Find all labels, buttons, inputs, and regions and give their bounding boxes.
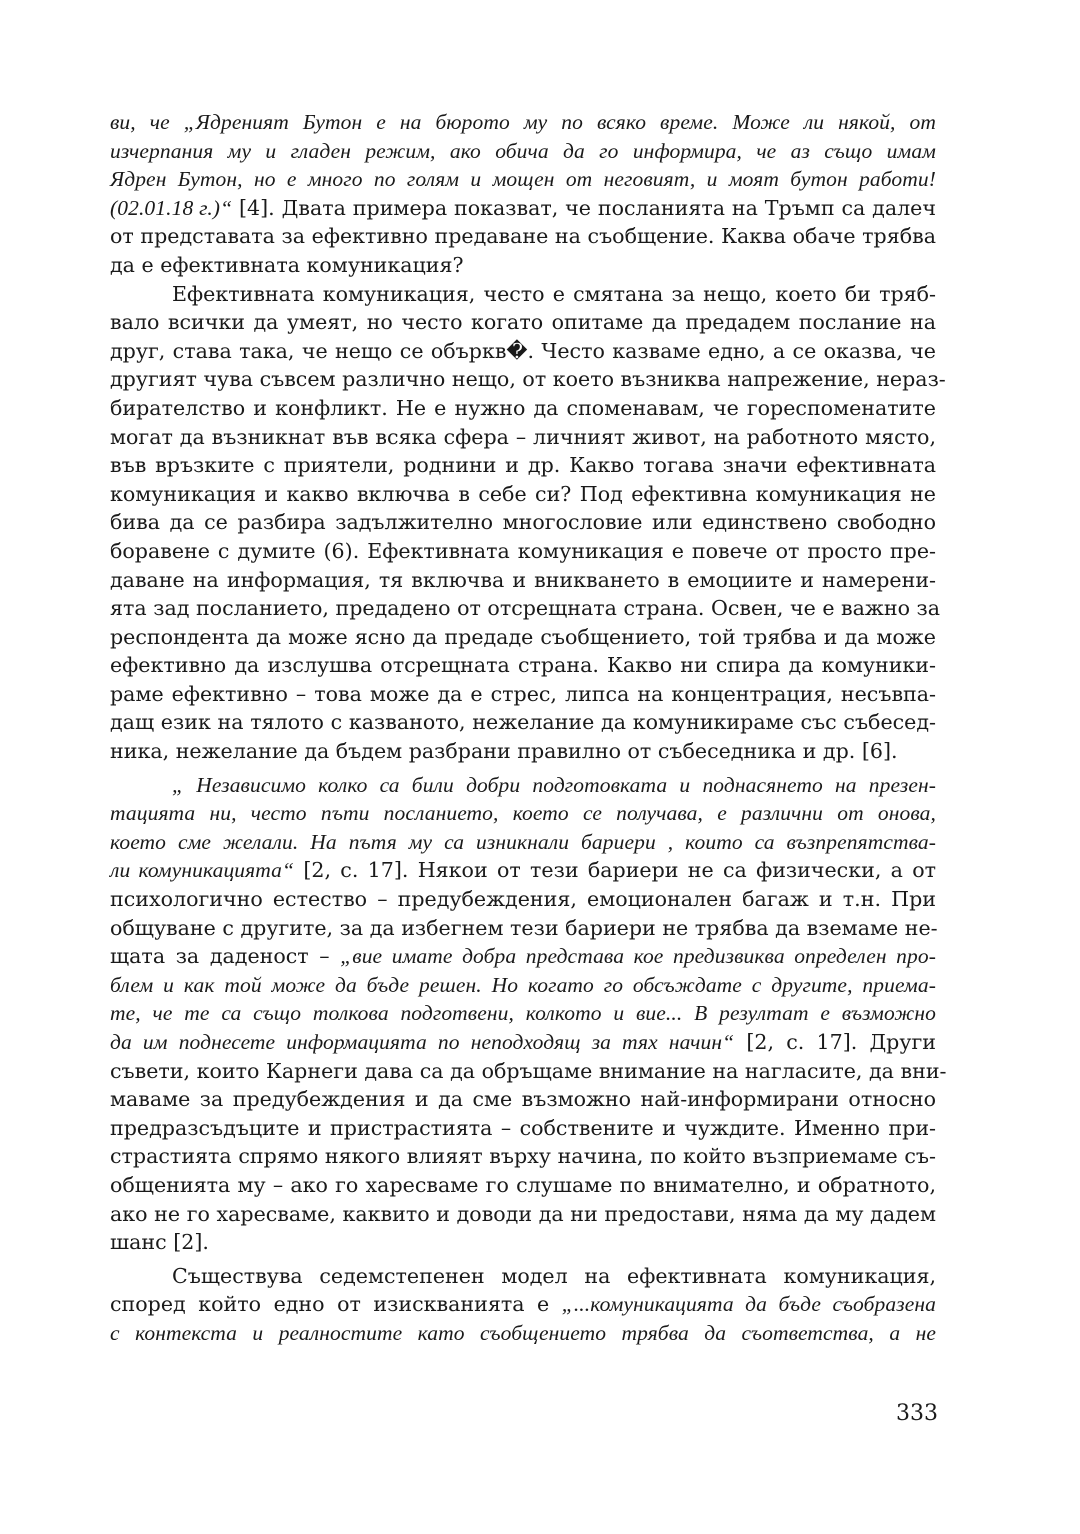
text-line	[110, 708, 936, 737]
text-line	[110, 623, 936, 652]
text-line	[110, 651, 936, 680]
text-segment: маваме за предубеждения и да сме възможно най-информирани относно	[110, 1087, 936, 1112]
text-line	[110, 914, 936, 943]
text-line	[110, 1057, 947, 1086]
text-segment: ефективно да изслушва отсрещната страна. Какво ни спира да комуники-	[110, 653, 936, 678]
text-line	[110, 508, 936, 537]
italic-quote-segment: „...комуникацията да бъде съобразена	[561, 1292, 936, 1317]
text-segment: общенията му – ако го харесваме го слушаме по внимателно, и обратното,	[110, 1172, 936, 1197]
italic-quote-segment: ви, че „Ядреният Бутон е на бюрото му по всяко време. Може ли някой, от	[110, 110, 936, 134]
text-line	[110, 394, 936, 423]
italic-quote-segment: те, че те са също толкова подготвени, колкото и вие... В резултат е възможно	[110, 1001, 936, 1026]
text-line	[110, 737, 936, 766]
text-line	[110, 137, 936, 166]
text-segment: от представата за ефективно предаване на съобщение. Каква обаче трябва	[110, 224, 936, 249]
text-line	[110, 594, 941, 623]
text-line	[110, 251, 936, 280]
text-line	[110, 165, 936, 194]
text-segment: Съществува седемстепенен модел на ефективната комуникация,	[172, 1263, 936, 1288]
text-segment: [2, с. 17]. Други	[734, 1030, 936, 1054]
text-segment: ника, нежелание да бъдем разбрани правилно от събеседника и др. [6].	[110, 739, 898, 764]
text-segment: респондента да може ясно да предаде съобщението, той трябва и да може	[110, 624, 936, 649]
text-segment: общуване с другите, за да избегнем тези бариери не трябва да вземаме не-	[110, 915, 938, 940]
text-line	[110, 222, 936, 251]
text-segment: психологично естество – предубеждения, емоционален багаж и т.н. При	[110, 887, 936, 912]
text-line	[110, 999, 936, 1028]
text-segment: боравене с думите (6). Ефективната комуникация е повече от просто пре-	[110, 538, 936, 563]
text-segment: бива да се разбира задължително многословие или единствено свободно	[110, 510, 936, 535]
italic-quote-segment: изчерпания му и гладен режим, ако обича да го информира, че аз също имам	[110, 138, 936, 163]
text-segment: дащ език на тялото с казваното, нежелание да комуникираме със събесед-	[110, 710, 936, 735]
text-line	[110, 1200, 936, 1229]
text-line	[110, 108, 936, 137]
text-segment: даване на информация, тя включва и вникването в емоциите и намерени-	[110, 567, 936, 592]
text-line	[110, 885, 936, 914]
text-line	[110, 1228, 936, 1257]
text-segment: бирателство и конфликт. Не е нужно да споменавам, че гореспоменатите	[110, 395, 936, 420]
text-line	[110, 680, 936, 709]
text-segment: да е ефективната комуникация?	[110, 252, 464, 277]
text-line	[110, 1028, 936, 1057]
text-line	[110, 1171, 936, 1200]
text-line	[110, 566, 936, 595]
italic-quote-segment: „ Независимо колко са били добри подготовката и поднасянето на презен-	[172, 772, 936, 797]
text-line	[110, 1262, 936, 1291]
italic-quote-segment: Ядрен Бутон, но е много по голям и мощен от неговият, и моят бутон работи!	[110, 167, 936, 192]
italic-quote-segment: блем и как той може да бъде решен. Но когато го обсъждате с другите, приема-	[110, 972, 936, 997]
text-line	[110, 194, 936, 223]
text-line	[110, 1114, 936, 1143]
text-segment: ако не го харесваме, каквито и доводи да ни предостави, няма да му дадем	[110, 1201, 936, 1226]
text-line	[110, 451, 936, 480]
text-segment: шанс [2].	[110, 1230, 209, 1255]
italic-quote-segment: тацията ни, често пъти посланието, което се получава, е различни от онова,	[110, 801, 936, 826]
text-line	[110, 280, 936, 309]
text-line	[110, 1319, 936, 1348]
text-segment: [2, с. 17]. Някои от тези бариери не са физически, а от	[294, 858, 936, 883]
text-segment: предразсъдъците и пристрастията – собствените и чуждите. Именно при-	[110, 1115, 936, 1140]
text-line	[110, 828, 936, 857]
text-segment: друг, става така, че нещо се объркв�. Често казваме едно, а се оказва, че	[110, 338, 936, 363]
text-line	[110, 1290, 936, 1319]
text-line	[110, 308, 936, 337]
text-line	[110, 771, 936, 800]
italic-quote-segment: ли комуникацията“	[110, 858, 295, 883]
text-segment: според който едно от изискванията е	[110, 1292, 562, 1317]
text-line	[110, 423, 936, 452]
text-segment: другият чува съвсем различно нещо, от което възниква напрежение, нераз-	[110, 367, 946, 392]
text-segment: във връзките с приятели, роднини и др. Какво тогава значи ефективната	[110, 453, 936, 478]
text-line	[110, 942, 936, 971]
text-line	[110, 1142, 936, 1171]
text-line	[110, 365, 946, 394]
text-line	[110, 799, 936, 828]
text-segment: Ефективната комуникация, често е смятана за нещо, което би тряб-	[172, 281, 936, 306]
text-segment: [4]. Двата примера показват, че посланията на Тръмп са далеч	[232, 195, 936, 220]
text-segment: страстията спрямо някого влияят върху начина, по който възприемаме съ-	[110, 1144, 936, 1169]
text-line	[110, 537, 936, 566]
text-segment: вало всички да умеят, но често когато опитаме да предадем послание на	[110, 310, 936, 335]
page-number: 333	[896, 1401, 938, 1426]
italic-quote-segment: което сме желали. На пътя му са изникнали бариери , които са възпрепятства-	[110, 829, 936, 854]
italic-quote-segment: (02.01.18 г.)“	[110, 195, 233, 220]
text-line	[110, 971, 936, 1000]
text-segment: могат да възникнат във всяка сфера – личният живот, на работното място,	[110, 424, 936, 449]
italic-quote-segment: „вие имате добра представа кое предизвиква определен про-	[340, 944, 936, 969]
text-line	[110, 856, 936, 885]
text-segment: раме ефективно – това може да е стрес, липса на концентрация, несъвпа-	[110, 681, 936, 706]
body-text	[110, 108, 947, 1348]
italic-quote-segment: с контекста и реалностите като съобщението трябва да съответства, а не	[110, 1320, 936, 1345]
text-segment: ята зад посланието, предадено от отсрещната страна. Освен, че е важно за	[110, 596, 941, 621]
text-line	[110, 480, 936, 509]
italic-quote-segment: да им поднесете информацията по неподходящ за тях начин“	[110, 1030, 735, 1054]
text-line	[110, 1085, 936, 1114]
text-segment: комуникация и какво включва в себе си? Под ефективна комуникация не	[110, 481, 936, 506]
text-segment: съвети, които Карнеги дава са да обръщаме внимание на нагласите, да вни-	[110, 1058, 947, 1083]
text-segment: щата за даденост –	[110, 944, 341, 969]
text-line	[110, 337, 936, 366]
